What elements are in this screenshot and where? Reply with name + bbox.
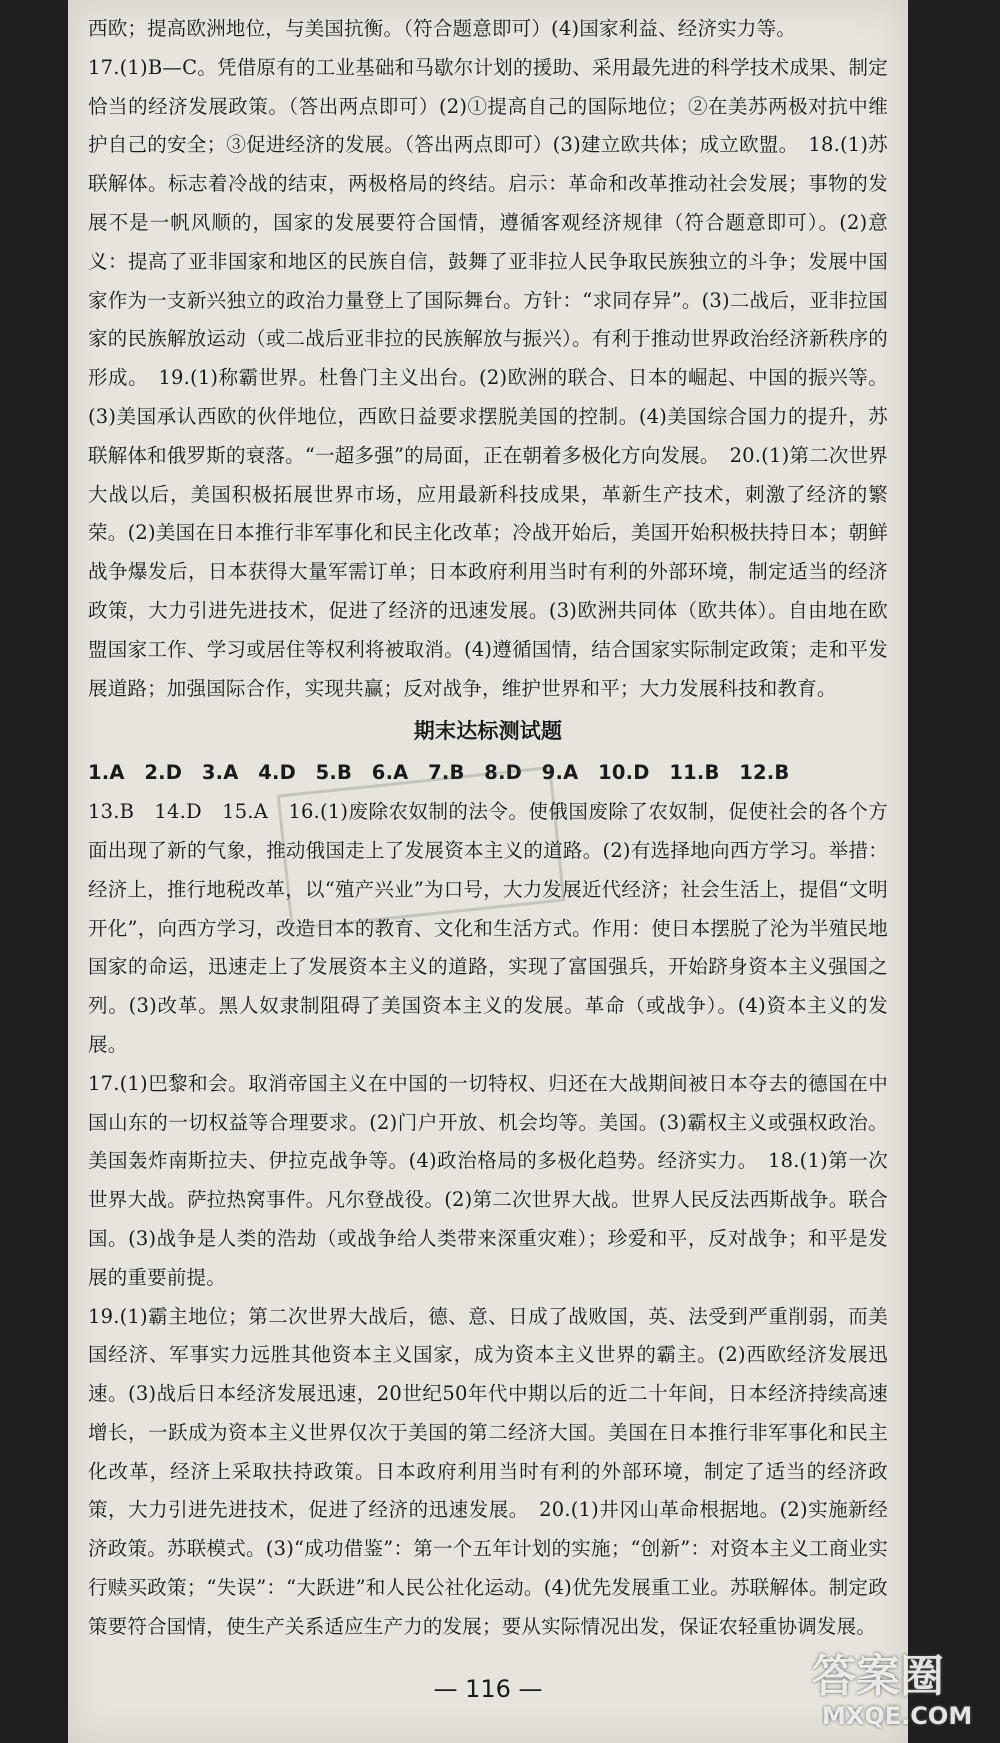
watermark-logo-text: 答案圈: [812, 1651, 944, 1702]
multiple-choice-answers: 1.A 2.D 3.A 4.D 5.B 6.A 7.B 8.D 9.A 10.D 11.B 12.B: [88, 761, 790, 785]
paragraph: 19.(1)霸主地位；第二次世界大战后，德、意、日成了战败国，英、法受到严重削弱，而美国经济、军事实力远胜其他资本主义国家，成为资本主义世界的霸主。(2)西欧经济发展迅速。(3)战后日本经济发展迅速，20世纪50年代中期以后的近二十年间，日本经济持续高速增长，一跃成为资本主义世界仅次于美国的第二经济大国。美国在日本推行非军事化和民主化改革，经济上采取扶持政策。日本政府利用当时有利的外部环境，制定了适当的经济政策，大力引进先进技术，促进了经济的迅速发展。 20.(1)井冈山革命根据地。(2)实施新经济政策。苏联模式。(3)“成功借鉴”：第一个五年计划的实施；“创新”：对资本主义工商业实行赎买政策；“失误”：“大跃进”和人民公社化运动。(4)优先发展重工业。苏联解体。制定政策要符合国情，使生产关系适应生产力的发展；要从实际情况出发，保证农轻重协调发展。: [88, 1304, 888, 1638]
document-page: [68, 0, 908, 1743]
paragraph: 17.(1)B—C。凭借原有的工业基础和马歇尔计划的援助、采用最先进的科学技术成果、制定恰当的经济发展政策。（答出两点即可）(2)①提高自己的国际地位；②在美苏两极对抗中维护自己的安全；③促进经济的发展。（答出两点即可）(3)建立欧共体；成立欧盟。 18.(1)苏联解体。标志着冷战的结束，两极格局的终结。启示：革命和改革推动社会发展；事物的发展不是一帆风顺的，国家的发展要符合国情，遵循客观经济规律（符合题意即可）。(2)意义：提高了亚非国家和地区的民族自信，鼓舞了亚非拉人民争取民族独立的斗争；发展中国家作为一支新兴独立的政治力量登上了国际舞台。方针：“求同存异”。(3)二战后，亚非拉国家的民族解放运动（或二战后亚非拉的民族解放与振兴）。有利于推动世界政治经济新秩序的形成。 19.(1)称霸世界。杜鲁门主义出台。(2)欧洲的联合、日本的崛起、中国的振兴等。(3)美国承认西欧的伙伴地位，西欧日益要求摆脱美国的控制。(4)美国综合国力的提升，苏联解体和俄罗斯的衰落。“一超多强”的局面，正在朝着多极化方向发展。 20.(1)第二次世界大战以后，美国积极拓展世界市场，应用最新科技成果，革新生产技术，刺激了经济的繁荣。(2)美国在日本推行非军事化和民主化改革；冷战开始后，美国开始积极扶持日本；朝鲜战争爆发后，日本获得大量军需订单；日本政府利用当时有利的外部环境，制定适当的经济政策，大力引进先进技术，促进了经济的迅速发展。(3)欧洲共同体（欧共体）。自由地在欧盟国家工作、学习或居住等权利将被取消。(4)遵循国情，结合国家实际制定政策；走和平发展道路；加强国际合作，实现共赢；反对战争，维护世界和平；大力发展科技和教育。: [88, 55, 888, 700]
watermark-url: MXQE.COM: [822, 1702, 973, 1730]
section-title: 期末达标测试题: [413, 719, 563, 744]
page-number: — 116 —: [433, 1675, 543, 1703]
stamp-mark: [277, 766, 566, 930]
paragraph: 西欧；提高欧洲地位，与美国抗衡。（符合题意即可）(4)国家利益、经济实力等。: [88, 17, 796, 40]
paragraph: 13.B 14.D 15.A 16.(1)废除农奴制的法令。使俄国废除了农奴制，促使社会的各个方面出现了新的气象，推动俄国走上了发展资本主义的道路。(2)有选择地向西方学习。举措：经济上，推行地税改革，以“殖产兴业”为口号，大力发展近代经济；社会生活上，提倡“文明开化”，向西方学习，改造日本的教育、文化和生活方式。作用：使日本摆脱了沦为半殖民地国家的命运，迅速走上了发展资本主义的道路，实现了富国强兵，开始跻身资本主义强国之列。(3)改革。黑人奴隶制阻碍了美国资本主义的发展。革命（或战争）。(4)资本主义的发展。: [88, 800, 888, 1056]
site-watermark: [812, 1640, 997, 1740]
paragraph: 17.(1)巴黎和会。取消帝国主义在中国的一切特权、归还在大战期间被日本夺去的德国在中国山东的一切权益等合理要求。(2)门户开放、机会均等。美国。(3)霸权主义或强权政治。美国轰炸南斯拉夫、伊拉克战争等。(4)政治格局的多极化趋势。经济实力。 18.(1)第一次世界大战。萨拉热窝事件。凡尔登战役。(2)第二次世界大战。世界人民反法西斯战争。联合国。(3)战争是人类的浩劫（或战争给人类带来深重灾难）；珍爱和平，反对战争；和平是发展的重要前提。: [88, 1071, 888, 1289]
